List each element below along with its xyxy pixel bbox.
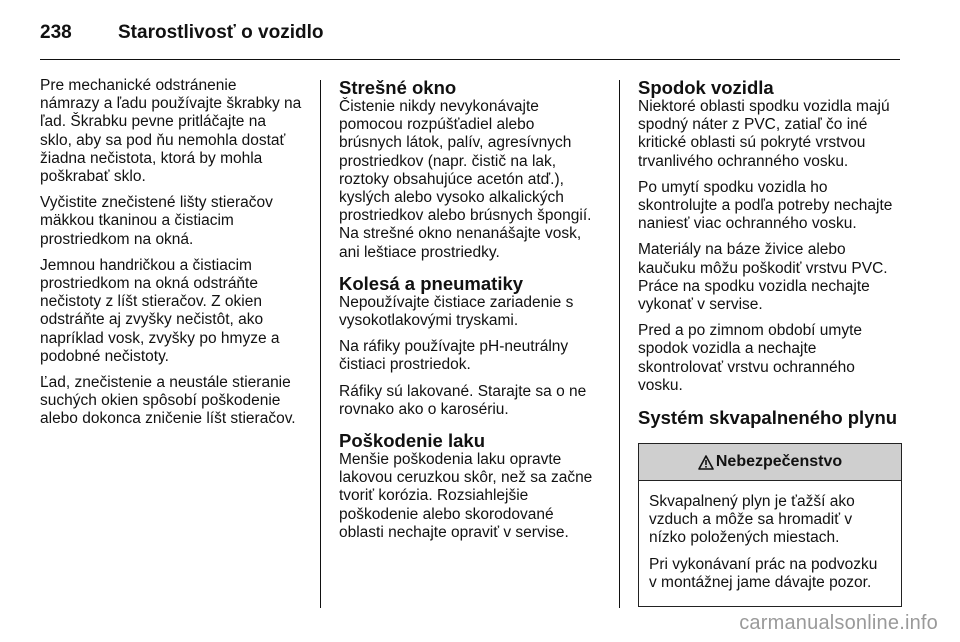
warning-box: [638, 443, 902, 607]
paragraph: Menšie poškodenia laku opravte lakovou ceruzkou skôr, než sa začne tvoriť korózia. Rozsiahlejšie poškodenie alebo skorodované oblasti nechajte opraviť v servise.: [339, 451, 593, 541]
paragraph: Nepoužívajte čistiace zariadenie s vysokotlakovými tryskami.: [339, 293, 574, 330]
paragraph: Ľad, znečistenie a neustále stieranie suchých okien spôsobí poškodenie alebo dokonca zničenie líšt stieračov.: [40, 374, 296, 428]
section-wheels-tyres: [339, 274, 611, 419]
paragraph: Jemnou handričkou a čistiacim prostriedkom na okná odstráňte nečistoty z líšt stieračov. Z okien odstráňte aj zvyšky nečistôt, ako napríklad vosk, zvyšky po hmyze a podobné nečistoty.: [40, 256, 280, 365]
paragraph: Pre mechanické odstránenie námrazy a ľadu používajte škrabky na ľad. Škrabku pevne pritláčajte na sklo, aby sa pod ňu nemohla dostať žiadna nečistota, ktorá by mohla poškrabať sklo.: [40, 77, 302, 186]
paragraph: Niektoré oblasti spodku vozidla majú spodný náter z PVC, zatiaľ čo iné kritické oblasti sú pokryté vrstvou trvanlivého ochranného vosku.: [638, 98, 890, 170]
warning-header: [639, 444, 901, 481]
paragraph: Čistenie nikdy nevykonávajte pomocou rozpúšťadiel alebo brúsnych látok, palív, agresívnych prostriedkov (napr. čistič na lak, roztoky obsahujúce acetón atď.), kyslých alebo vysoko alkalických prostriedkov alebo brúsnych špongií. Na strešné okno nenanášajte vosk, ani leštiace prostriedky.: [339, 98, 592, 261]
paragraph: Ráfiky sú lakované. Starajte sa o ne rovnako ako o karosériu.: [339, 382, 587, 418]
section-heading: Poškodenie laku: [339, 430, 485, 452]
warning-body: [639, 481, 901, 606]
paragraph: Pred a po zimnom období umyte spodok vozidla a nechajte skontrolovať vrstvu ochranného vosku.: [638, 322, 863, 394]
section-heading: Spodok vozidla: [638, 77, 774, 98]
column-1: [40, 77, 312, 437]
paragraph: Skvapalnený plyn je ťažší ako vzduch a môže sa hromadiť v nízko položených miestach.: [649, 493, 855, 547]
page-title: Starostlivosť o vozidlo: [118, 22, 324, 43]
section-heading: Kolesá a pneumatiky: [339, 272, 524, 294]
section-paint-damage: [339, 431, 611, 542]
section-heading: Strešné okno: [339, 77, 457, 98]
column-separator-2: [619, 80, 620, 608]
header-rule: [40, 59, 900, 60]
watermark: carmanualsonline.info: [739, 612, 938, 634]
page-number: 238: [40, 22, 72, 43]
paragraph: Vyčistite znečistené lišty stieračov mäkkou tkaninou a čistiacim prostriedkom na okná.: [40, 194, 273, 248]
column-separator-1: [320, 80, 321, 608]
section-sunroof: [339, 78, 611, 262]
column-2: [339, 78, 611, 554]
paragraph: Pri vykonávaní prác na podvozku v montážnej jame dávajte pozor.: [649, 555, 878, 591]
column-3: [638, 78, 918, 607]
section-underbody: [638, 78, 918, 395]
paragraph: Materiály na báze živice alebo kaučuku môžu poškodiť vrstvu PVC. Práce na spodku vozidla nechajte vykonať v servise.: [638, 241, 888, 314]
warning-triangle-icon: [698, 455, 714, 470]
section-heading-lpg: Systém skvapalneného plynu: [638, 407, 898, 429]
page-header: [40, 18, 920, 58]
warning-title: Nebezpečenstvo: [715, 452, 843, 470]
paragraph: Na ráfiky používajte pH-neutrálny čistiaci prostriedok.: [339, 338, 569, 374]
paragraph: Po umytí spodku vozidla ho skontrolujte a podľa potreby nechajte naniesť viac ochranného vosku.: [638, 178, 893, 233]
